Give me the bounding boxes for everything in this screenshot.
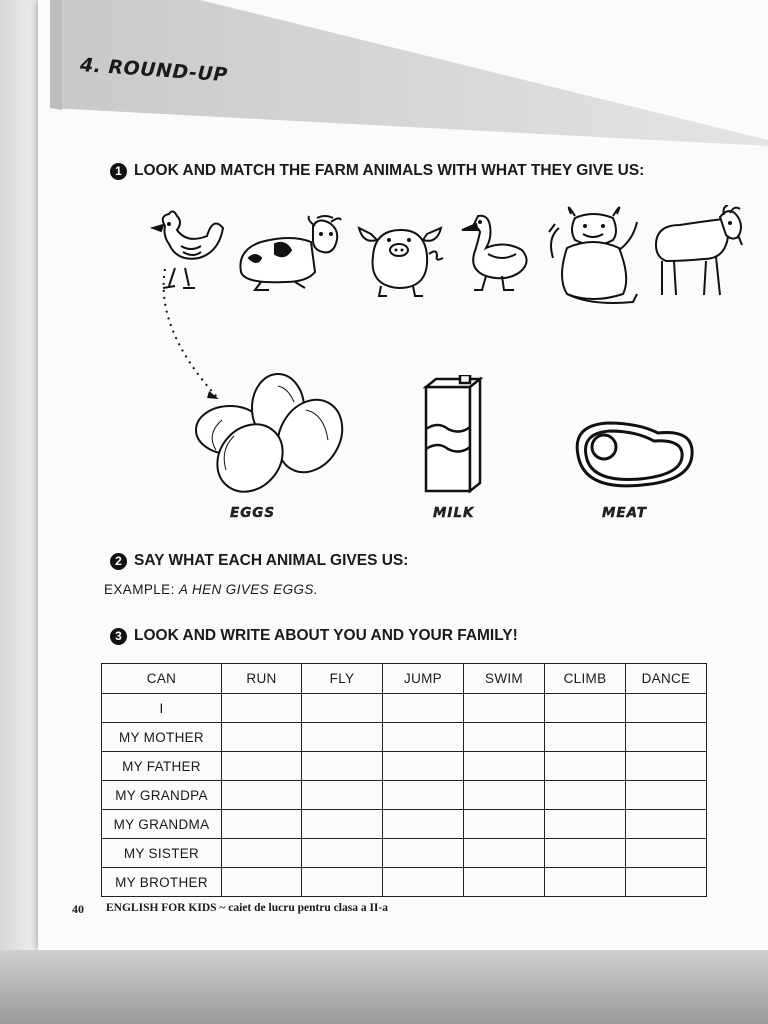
answer-cell[interactable] <box>383 839 464 868</box>
answer-cell[interactable] <box>222 752 302 781</box>
answer-cell[interactable] <box>626 723 707 752</box>
example-text: A HEN GIVES EGGS. <box>178 582 318 597</box>
exercise-1-text: LOOK AND MATCH THE FARM ANIMALS WITH WHAT THEY GIVE US: <box>134 162 645 179</box>
page-number: 40 <box>72 902 84 916</box>
table-row <box>102 868 707 897</box>
exercise-3-number: 3 <box>110 628 127 645</box>
row-label: MY MOTHER <box>102 723 222 752</box>
answer-cell[interactable] <box>222 839 302 868</box>
header-swim: SWIM <box>464 664 545 694</box>
answer-cell[interactable] <box>383 868 464 897</box>
exercise-3-heading <box>110 627 518 645</box>
row-label: MY FATHER <box>102 752 222 781</box>
table-row <box>102 723 707 752</box>
answer-cell[interactable] <box>302 752 383 781</box>
answer-cell[interactable] <box>545 839 626 868</box>
answer-cell[interactable] <box>222 781 302 810</box>
answer-cell[interactable] <box>545 781 626 810</box>
table-header-row <box>102 664 707 694</box>
scanner-bed <box>0 950 768 1024</box>
answer-cell[interactable] <box>464 781 545 810</box>
pig-icon <box>357 210 445 300</box>
exercise-2-number: 2 <box>110 553 127 570</box>
unit-title: 4. ROUND-UP <box>79 54 229 87</box>
header-can: CAN <box>102 664 222 694</box>
answer-cell[interactable] <box>302 810 383 839</box>
header-jump: JUMP <box>383 664 464 694</box>
answer-cell[interactable] <box>383 723 464 752</box>
answer-cell[interactable] <box>626 781 707 810</box>
answer-cell[interactable] <box>464 810 545 839</box>
table-row <box>102 781 707 810</box>
answer-cell[interactable] <box>545 752 626 781</box>
answer-cell[interactable] <box>222 868 302 897</box>
answer-cell[interactable] <box>626 839 707 868</box>
answer-cell[interactable] <box>302 694 383 723</box>
exercise-1-heading <box>110 162 644 180</box>
table-row <box>102 839 707 868</box>
table-row <box>102 752 707 781</box>
answer-cell[interactable] <box>464 752 545 781</box>
answer-cell[interactable] <box>626 868 707 897</box>
answer-cell[interactable] <box>222 810 302 839</box>
answer-cell[interactable] <box>302 781 383 810</box>
answer-cell[interactable] <box>464 868 545 897</box>
answer-cell[interactable] <box>545 868 626 897</box>
exercise-3-text: LOOK AND WRITE ABOUT YOU AND YOUR FAMILY! <box>134 627 518 644</box>
cow-icon <box>235 212 347 294</box>
header-fly: FLY <box>302 664 383 694</box>
milk-label: MILK <box>433 505 475 521</box>
row-label: MY GRANDPA <box>102 781 222 810</box>
answer-cell[interactable] <box>383 810 464 839</box>
answer-cell[interactable] <box>464 723 545 752</box>
answer-cell[interactable] <box>383 781 464 810</box>
answer-cell[interactable] <box>626 810 707 839</box>
header-dance: DANCE <box>626 664 707 694</box>
answer-cell[interactable] <box>545 810 626 839</box>
answer-cell[interactable] <box>545 723 626 752</box>
binding-shadow <box>0 0 38 1024</box>
answer-cell[interactable] <box>383 752 464 781</box>
exercise-2-heading <box>110 552 408 570</box>
answer-cell[interactable] <box>222 723 302 752</box>
exercise-1-number: 1 <box>110 163 127 180</box>
exercise-2-text: SAY WHAT EACH ANIMAL GIVES US: <box>134 552 409 569</box>
eggs-label: EGGS <box>230 505 276 521</box>
row-label: I <box>102 694 222 723</box>
meat-icon <box>570 415 696 495</box>
row-label: MY SISTER <box>102 839 222 868</box>
table-row <box>102 810 707 839</box>
header-climb: CLIMB <box>545 664 626 694</box>
row-label: MY GRANDMA <box>102 810 222 839</box>
eggs-icon <box>186 370 346 498</box>
answer-cell[interactable] <box>545 694 626 723</box>
table-row <box>102 694 707 723</box>
header-run: RUN <box>222 664 302 694</box>
answer-cell[interactable] <box>464 694 545 723</box>
answer-cell[interactable] <box>383 694 464 723</box>
row-label: MY BROTHER <box>102 868 222 897</box>
meat-label: MEAT <box>602 505 648 521</box>
duck-icon <box>456 210 538 298</box>
example-label: EXAMPLE: <box>104 582 175 597</box>
goat-icon <box>650 205 745 303</box>
milk-carton-icon <box>420 375 486 497</box>
example-line <box>104 582 318 597</box>
bull-icon <box>545 198 645 310</box>
answer-cell[interactable] <box>302 868 383 897</box>
answer-cell[interactable] <box>626 752 707 781</box>
book-title: ENGLISH FOR KIDS ~ caiet de lucru pentru clasa a II-a <box>106 902 388 914</box>
answer-cell[interactable] <box>302 723 383 752</box>
answer-cell[interactable] <box>302 839 383 868</box>
page-footer <box>72 902 388 917</box>
answer-cell[interactable] <box>626 694 707 723</box>
ability-table <box>101 663 707 897</box>
answer-cell[interactable] <box>222 694 302 723</box>
answer-cell[interactable] <box>464 839 545 868</box>
